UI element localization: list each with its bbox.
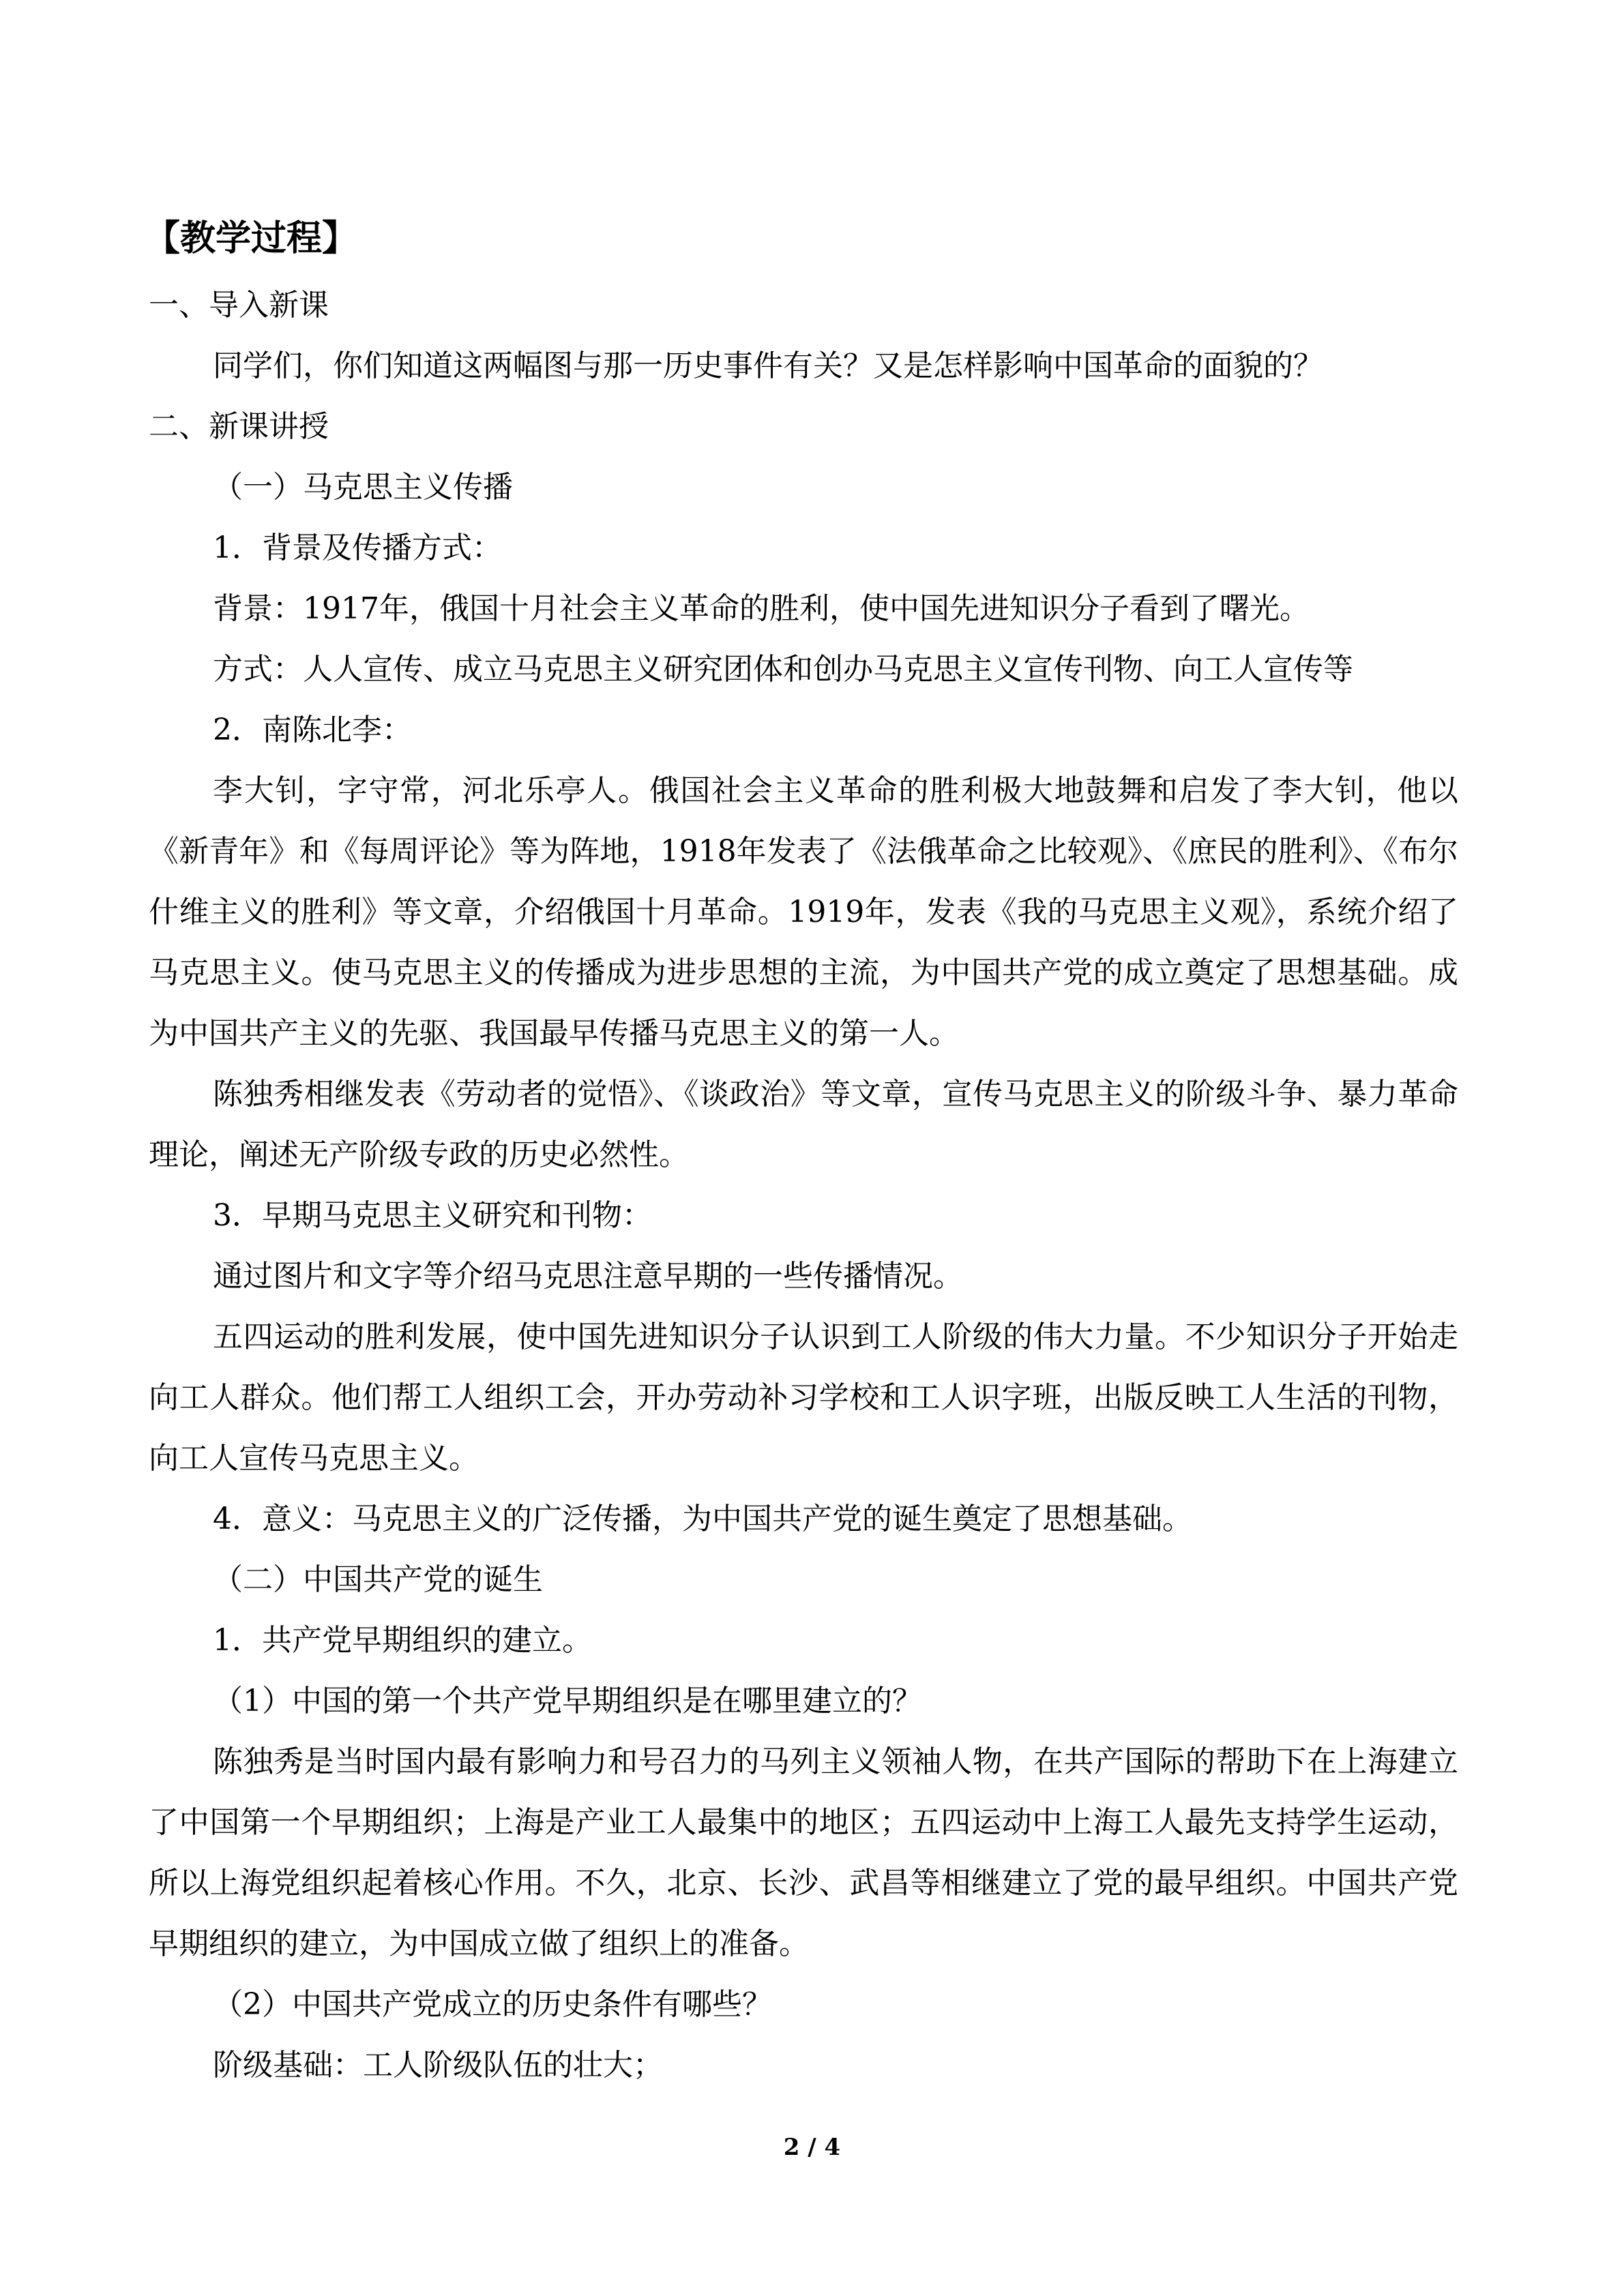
paragraph: （一）马克思主义传播 xyxy=(213,470,513,505)
paragraph: 2．南陈北李： xyxy=(213,713,412,747)
paragraph: 方式：人人宣传、成立马克思主义研究团体和创办马克思主义宣传刊物、向工人宣传等 xyxy=(213,652,1353,687)
paragraph: 李大钊，字守常，河北乐亭人。俄国社会主义革命的胜利极大地鼓舞和启发了李大钊，他以《新青年》和《每周评论》等为阵地，1918年发表了《法俄革命之比较观》、《庶民的胜利》、《布尔什维主义的胜利》等文章，介绍俄国十月革命。1919年，发表《我的马克思主义观》，系统介绍了马克思主义。使马克思主义的传播成为进步思想的主流，为中国共产党的成立奠定了思想基础。成为中国共产主义的先驱、我国最早传播马克思主义的第一人。 xyxy=(149,773,1458,1051)
paragraph: 通过图片和文字等介绍马克思注意早期的一些传播情况。 xyxy=(213,1259,963,1294)
paragraph-list xyxy=(149,275,1458,2096)
paragraph: 4．意义：马克思主义的广泛传播，为中国共产党的诞生奠定了思想基础。 xyxy=(213,1502,1192,1536)
paragraph: （二）中国共产党的诞生 xyxy=(213,1562,543,1597)
paragraph: 阶级基础：工人阶级队伍的壮大； xyxy=(213,2048,663,2083)
paragraph: 二、新课讲授 xyxy=(149,409,329,444)
paragraph: 1．共产党早期组织的建立。 xyxy=(213,1623,592,1658)
document-body xyxy=(145,208,1458,2096)
paragraph: 陈独秀是当时国内最有影响力和号召力的马列主义领袖人物，在共产国际的帮助下在上海建立了中国第一个早期组织；上海是产业工人最集中的地区；五四运动中上海工人最先支持学生运动，所以上海党组织起着核心作用。不久，北京、长沙、武昌等相继建立了党的最早组织。中国共产党早期组织的建立，为中国成立做了组织上的准备。 xyxy=(149,1744,1458,1961)
paragraph: 1．背景及传播方式： xyxy=(213,531,502,565)
paragraph: （2）中国共产党成立的历史条件有哪些？ xyxy=(213,1987,772,2022)
paragraph: 五四运动的胜利发展，使中国先进知识分子认识到工人阶级的伟大力量。不少知识分子开始走向工人群众。他们帮工人组织工会，开办劳动补习学校和工人识字班，出版反映工人生活的刊物，向工人宣传马克思主义。 xyxy=(149,1320,1458,1476)
paragraph: 3．早期马克思主义研究和刊物： xyxy=(213,1198,652,1233)
paragraph: 陈独秀相继发表《劳动者的觉悟》、《谈政治》等文章，宣传马克思主义的阶级斗争、暴力革命理论，阐述无产阶级专政的历史必然性。 xyxy=(149,1077,1458,1172)
page-number: 2 / 4 xyxy=(783,2134,841,2161)
paragraph: 背景：1917年，俄国十月社会主义革命的胜利，使中国先进知识分子看到了曙光。 xyxy=(213,591,1310,626)
paragraph: 一、导入新课 xyxy=(149,288,329,323)
paragraph: 同学们，你们知道这两幅图与那一历史事件有关？又是怎样影响中国革命的面貌的？ xyxy=(213,348,1323,383)
section-title: 【教学过程】 xyxy=(145,218,358,259)
paragraph: （1）中国的第一个共产党早期组织是在哪里建立的？ xyxy=(213,1684,922,1718)
